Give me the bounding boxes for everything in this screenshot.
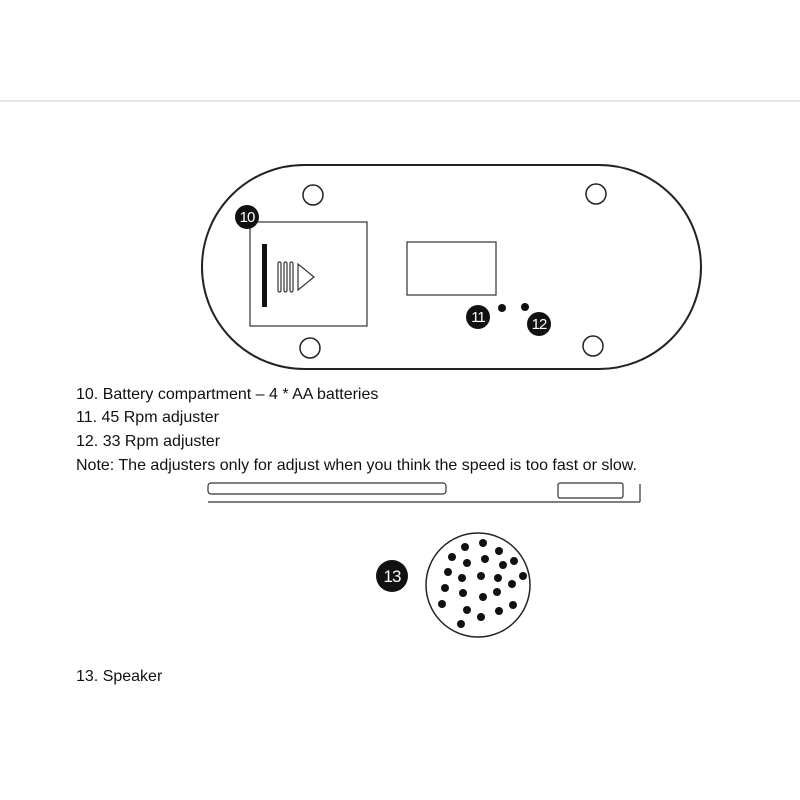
battery-compartment xyxy=(250,222,367,326)
rpm45-adjuster-hole xyxy=(498,304,506,312)
rpm33-adjuster-hole xyxy=(521,303,529,311)
screw-hole-top-right xyxy=(586,184,606,204)
speaker-holes xyxy=(438,539,527,628)
device-side-view xyxy=(208,483,640,502)
caption-rpm33: 12. 33 Rpm adjuster xyxy=(76,433,221,450)
screw-hole-top-left xyxy=(303,185,323,205)
caption-battery: 10. Battery compartment – 4 * AA batteries xyxy=(76,386,379,403)
device-bottom-outline xyxy=(202,165,701,369)
callout-10-badge xyxy=(235,205,259,229)
callout-11-label: 11 xyxy=(471,309,485,326)
callout-13-label: 13 xyxy=(383,567,401,586)
caption-speaker: 13. Speaker xyxy=(76,668,163,685)
caption-note: Note: The adjusters only for adjust when you think the speed is too fast or slow. xyxy=(76,457,637,474)
callout-13-badge xyxy=(376,560,408,592)
screw-hole-bottom-right xyxy=(583,336,603,356)
battery-arrow-icon xyxy=(278,262,314,292)
caption-rpm45: 11. 45 Rpm adjuster xyxy=(76,409,219,426)
callout-12-label: 12 xyxy=(531,316,547,333)
callout-10-label: 10 xyxy=(239,209,255,226)
callout-12-badge xyxy=(527,312,551,336)
battery-latch-bar xyxy=(262,244,267,307)
screw-hole-bottom-left xyxy=(300,338,320,358)
callout-11-badge xyxy=(466,305,490,329)
label-window xyxy=(407,242,496,295)
